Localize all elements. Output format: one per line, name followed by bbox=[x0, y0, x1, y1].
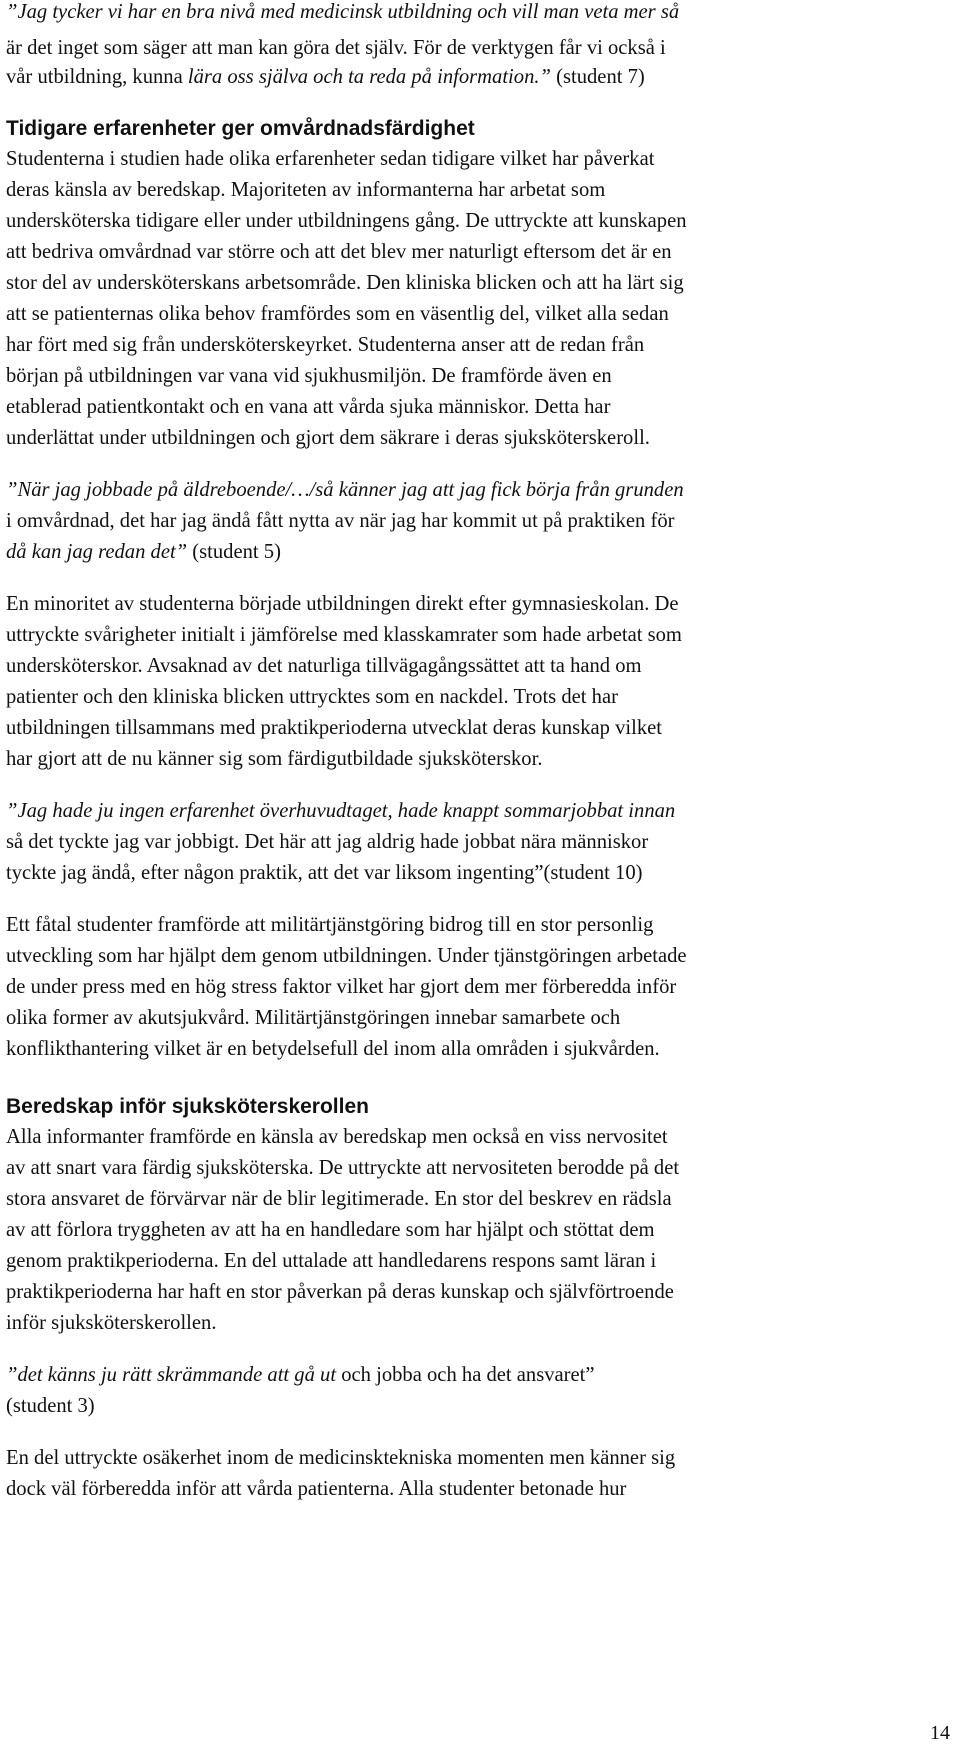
body-line: början på utbildningen var vana vid sjukhusmiljön. De framförde även en bbox=[6, 365, 612, 387]
quote-line: tyckte jag ändå, efter någon praktik, att det var liksom ingenting”(student 10) bbox=[6, 862, 643, 884]
body-line: En minoritet av studenterna började utbildningen direkt efter gymnasieskolan. De bbox=[6, 593, 679, 615]
body-line: underlättat under utbildningen och gjort dem säkrare i deras sjuksköterskeroll. bbox=[6, 427, 650, 449]
quote-line: ”Jag hade ju ingen erfarenhet överhuvudtaget, hade knappt sommarjobbat innan bbox=[6, 800, 676, 822]
quote-line bbox=[6, 542, 281, 566]
body-line: genom praktikperioderna. En del uttalade att handledarens respons samt läran i bbox=[6, 1250, 657, 1272]
body-line: En del uttryckte osäkerhet inom de medicinsktekniska momenten men känner sig bbox=[6, 1447, 676, 1469]
quote-text: vår utbildning, kunna bbox=[6, 66, 188, 88]
body-line: Ett fåtal studenter framförde att militärtjänstgöring bidrog till en stor personlig bbox=[6, 914, 654, 936]
page-number: 14 bbox=[930, 1722, 950, 1744]
section-heading: Tidigare erfarenheter ger omvårdnadsfärdighet bbox=[6, 117, 475, 140]
quote-line bbox=[6, 1365, 595, 1389]
body-line: Alla informanter framförde en känsla av beredskap men också en viss nervositet bbox=[6, 1126, 668, 1148]
quote-line: i omvårdnad, det har jag ändå fått nytta av när jag har kommit ut på praktiken för bbox=[6, 510, 675, 532]
body-line: undersköterskor. Avsaknad av det naturliga tillvägagångssättet att ta hand om bbox=[6, 655, 642, 677]
body-line: utveckling som har hjälpt dem genom utbildningen. Under tjänstgöringen arbetade bbox=[6, 945, 687, 967]
body-line: av att snart vara färdig sjuksköterska. De uttryckte att nervositeten berodde på det bbox=[6, 1157, 680, 1179]
body-line: deras känsla av beredskap. Majoriteten av informanterna har arbetat som bbox=[6, 179, 606, 201]
body-line: patienter och den kliniska blicken uttrycktes som en nackdel. Trots det har bbox=[6, 686, 618, 708]
quote-attribution: (student 3) bbox=[6, 1395, 95, 1417]
quote-line: ”Jag tycker vi har en bra nivå med medicinsk utbildning och vill man veta mer så bbox=[6, 1, 680, 23]
body-line: utbildningen tillsammans med praktikperioderna utvecklat deras kunskap vilket bbox=[6, 717, 662, 739]
body-line: av att förlora tryggheten av att ha en handledare som har hjälpt och stöttat dem bbox=[6, 1219, 655, 1241]
body-line: dock väl förberedda inför att vårda patienterna. Alla studenter betonade hur bbox=[6, 1478, 627, 1500]
body-line: att se patienternas olika behov framfördes som en väsentlig del, vilket alla sedan bbox=[6, 303, 669, 325]
quote-text: och jobba och ha det ansvaret” bbox=[336, 1364, 595, 1386]
body-line: att bedriva omvårdnad var större och att det blev mer naturligt eftersom det är en bbox=[6, 241, 672, 263]
section-heading: Beredskap inför sjuksköterskerollen bbox=[6, 1095, 369, 1118]
body-line: inför sjuksköterskerollen. bbox=[6, 1312, 217, 1334]
body-line: undersköterska tidigare eller under utbildningens gång. De uttryckte att kunskapen bbox=[6, 210, 687, 232]
body-line: har gjort att de nu känner sig som färdigutbildade sjuksköterskor. bbox=[6, 748, 543, 770]
body-line: konflikthantering vilket är en betydelsefull del inom alla områden i sjukvården. bbox=[6, 1038, 660, 1060]
body-line: stor del av undersköterskans arbetsområde. Den kliniska blicken och att ha lärt sig bbox=[6, 272, 684, 294]
quote-text-italic: då kan jag redan det” bbox=[6, 541, 188, 563]
quote-line: ”När jag jobbade på äldreboende/…/så känner jag att jag fick börja från grunden bbox=[6, 479, 684, 501]
quote-text-italic: lära oss själva och ta reda på information.” bbox=[187, 66, 551, 88]
quote-text-italic: ”det känns ju rätt skrämmande att gå ut bbox=[6, 1364, 337, 1386]
quote-line: så det tyckte jag var jobbigt. Det här att jag aldrig hade jobbat nära människor bbox=[6, 831, 649, 853]
body-line: de under press med en hög stress faktor vilket har gjort dem mer förberedda inför bbox=[6, 976, 677, 998]
body-line: uttryckte svårigheter initialt i jämförelse med klasskamrater som hade arbetat som bbox=[6, 624, 682, 646]
body-line: praktikperioderna har haft en stor påverkan på deras kunskap och självförtroende bbox=[6, 1281, 674, 1303]
quote-attribution: (student 5) bbox=[187, 541, 281, 563]
quote-attribution: (student 7) bbox=[550, 66, 645, 88]
quote-line: är det inget som säger att man kan göra det själv. För de verktygen får vi också i bbox=[6, 37, 666, 59]
body-line: Studenterna i studien hade olika erfarenheter sedan tidigare vilket har påverkat bbox=[6, 148, 655, 170]
body-line: stora ansvaret de förvärvar när de blir legitimerade. En stor del beskrev en rädsla bbox=[6, 1188, 672, 1210]
quote-line bbox=[6, 67, 645, 91]
body-line: har fört med sig från undersköterskeyrket. Studenterna anser att de redan från bbox=[6, 334, 645, 356]
body-line: olika former av akutsjukvård. Militärtjänstgöringen innebar samarbete och bbox=[6, 1007, 621, 1029]
body-line: etablerad patientkontakt och en vana att vårda sjuka människor. Detta har bbox=[6, 396, 611, 418]
